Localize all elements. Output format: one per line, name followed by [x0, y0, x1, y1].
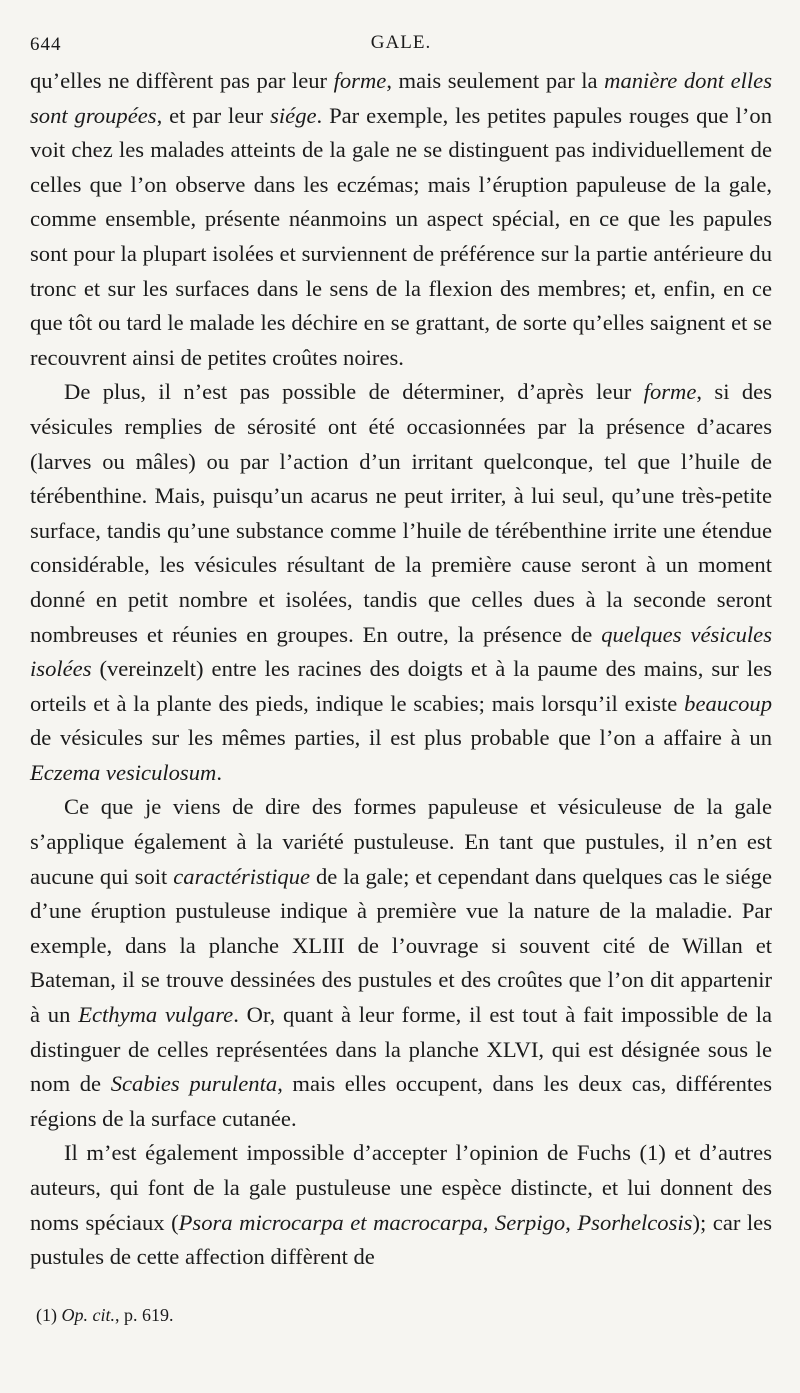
- text-run: de la gale; et cependant dans quelques cas le siége d’une éruption pustuleuse indique à première vue la nature de la maladie. Par exemple, dans la planche XLIII de l’ouvrage si souvent cité de Willan et Bateman, il se trouve dessinées des pustules et des croûtes que l’on dit appartenir à un: [30, 863, 773, 1028]
- italic-text: manière dont elles sont groupées: [30, 68, 772, 128]
- text-run: (vereinzelt) entre les racines des doigts et à la paume des mains, sur les orteils et à la plante des pieds, indique le scabies; mais lorsqu’il existe: [30, 656, 772, 716]
- italic-text: quelques vésicules isolées: [30, 621, 772, 682]
- body-paragraph: [30, 64, 772, 375]
- italic-text: caractéristique: [173, 863, 311, 889]
- text-run: de vésicules sur les mêmes parties, il est plus probable que l’on a affaire à un: [30, 725, 772, 751]
- italic-text: Serpigo: [494, 1209, 566, 1235]
- text-run: , mais elles occupent, dans les deux cas, différentes régions de la surface cutanée.: [30, 1071, 773, 1131]
- text-run: Ce que je viens de dire des formes papuleuse et vésiculeuse de la gale s’applique également à la variété pustuleuse. En tant que pustules, il n’en est aucune qui soit: [30, 794, 772, 889]
- italic-text: Psora microcarpa et macrocarpa: [178, 1209, 483, 1235]
- body-paragraph: [30, 1136, 772, 1274]
- page-number: 644: [30, 34, 62, 55]
- italic-text: Ecthyma vulgare: [78, 1002, 234, 1028]
- footnote-reference: Op. cit.: [61, 1304, 115, 1325]
- text-run: . Par exemple, les petites papules rouges que l’on voit chez les malades atteints de la gale ne se distinguent pas individuellement de celles que l’on observe dans les eczémas; mais l’éruption papuleuse de la gale, comme ensemble, présente néanmoins un aspect spécial, en ce que les papules sont pour la plupart isolées et surviennent de préférence sur la partie antérieure du tronc et sur les surfaces dans le sens de la flexion des membres; et, enfin, en ce que tôt ou tard le malade les déchire en se grattant, de sorte qu’elles saignent et se recouvrent ainsi de petites croûtes noires.: [30, 102, 772, 370]
- italic-text: siége: [270, 102, 317, 128]
- text-run: Il m’est également impossible d’accepter l’opinion de Fuchs (1) et d’autres auteurs, qui font de la gale pustuleuse une espèce distincte, et lui donnent des noms spéciaux (: [30, 1140, 772, 1235]
- text-run: , et par leur: [156, 102, 271, 128]
- text-run: . Or, quant à leur forme, il est tout à fait impossible de la distinguer de celles représentées dans la planche XLVI, qui est désignée sous le nom de: [30, 1002, 773, 1097]
- footnote-page-ref: , p. 619.: [115, 1304, 174, 1325]
- italic-text: Psorhelcosis: [577, 1209, 693, 1235]
- text-run: ); car les pustules de cette affection diffèrent de: [30, 1209, 773, 1270]
- text-run: , mais seulement par la: [386, 68, 605, 93]
- running-head: [30, 28, 772, 64]
- text-run: qu’elles ne diffèrent pas par leur: [30, 68, 334, 93]
- text-run: ,: [482, 1209, 495, 1235]
- body-text: [30, 64, 772, 1275]
- footnote-marker: (1): [36, 1304, 57, 1325]
- italic-text: forme: [643, 379, 697, 405]
- text-run: , si des vésicules remplies de sérosité ont été occasionnées par la présence d’acares (larves ou mâles) ou par l’action d’un irritant quelconque, tel que l’huile de térébenthine. Mais, puisqu’un acarus ne peut irriter, à lui seul, qu’une très-petite surface, tandis qu’une substance comme l’huile de térébenthine irrite une étendue considérable, les vésicules résultant de la première cause seront à un moment donné en petit nombre et isolées, tandis que celles dues à la seconde seront nombreuses et réunies en groupes. En outre, la présence de: [30, 379, 772, 647]
- italic-text: beaucoup: [684, 690, 772, 716]
- italic-text: Eczema vesiculosum: [30, 759, 217, 785]
- italic-text: Scabies purulenta: [110, 1071, 278, 1097]
- footnote: [36, 1303, 772, 1327]
- italic-text: forme: [333, 68, 387, 93]
- running-title: GALE.: [370, 32, 432, 53]
- body-paragraph: [30, 375, 772, 790]
- text-run: .: [216, 759, 222, 785]
- text-run: De plus, il n’est pas possible de déterminer, d’après leur: [64, 379, 644, 405]
- text-run: ,: [565, 1209, 578, 1235]
- body-paragraph: [30, 790, 772, 1136]
